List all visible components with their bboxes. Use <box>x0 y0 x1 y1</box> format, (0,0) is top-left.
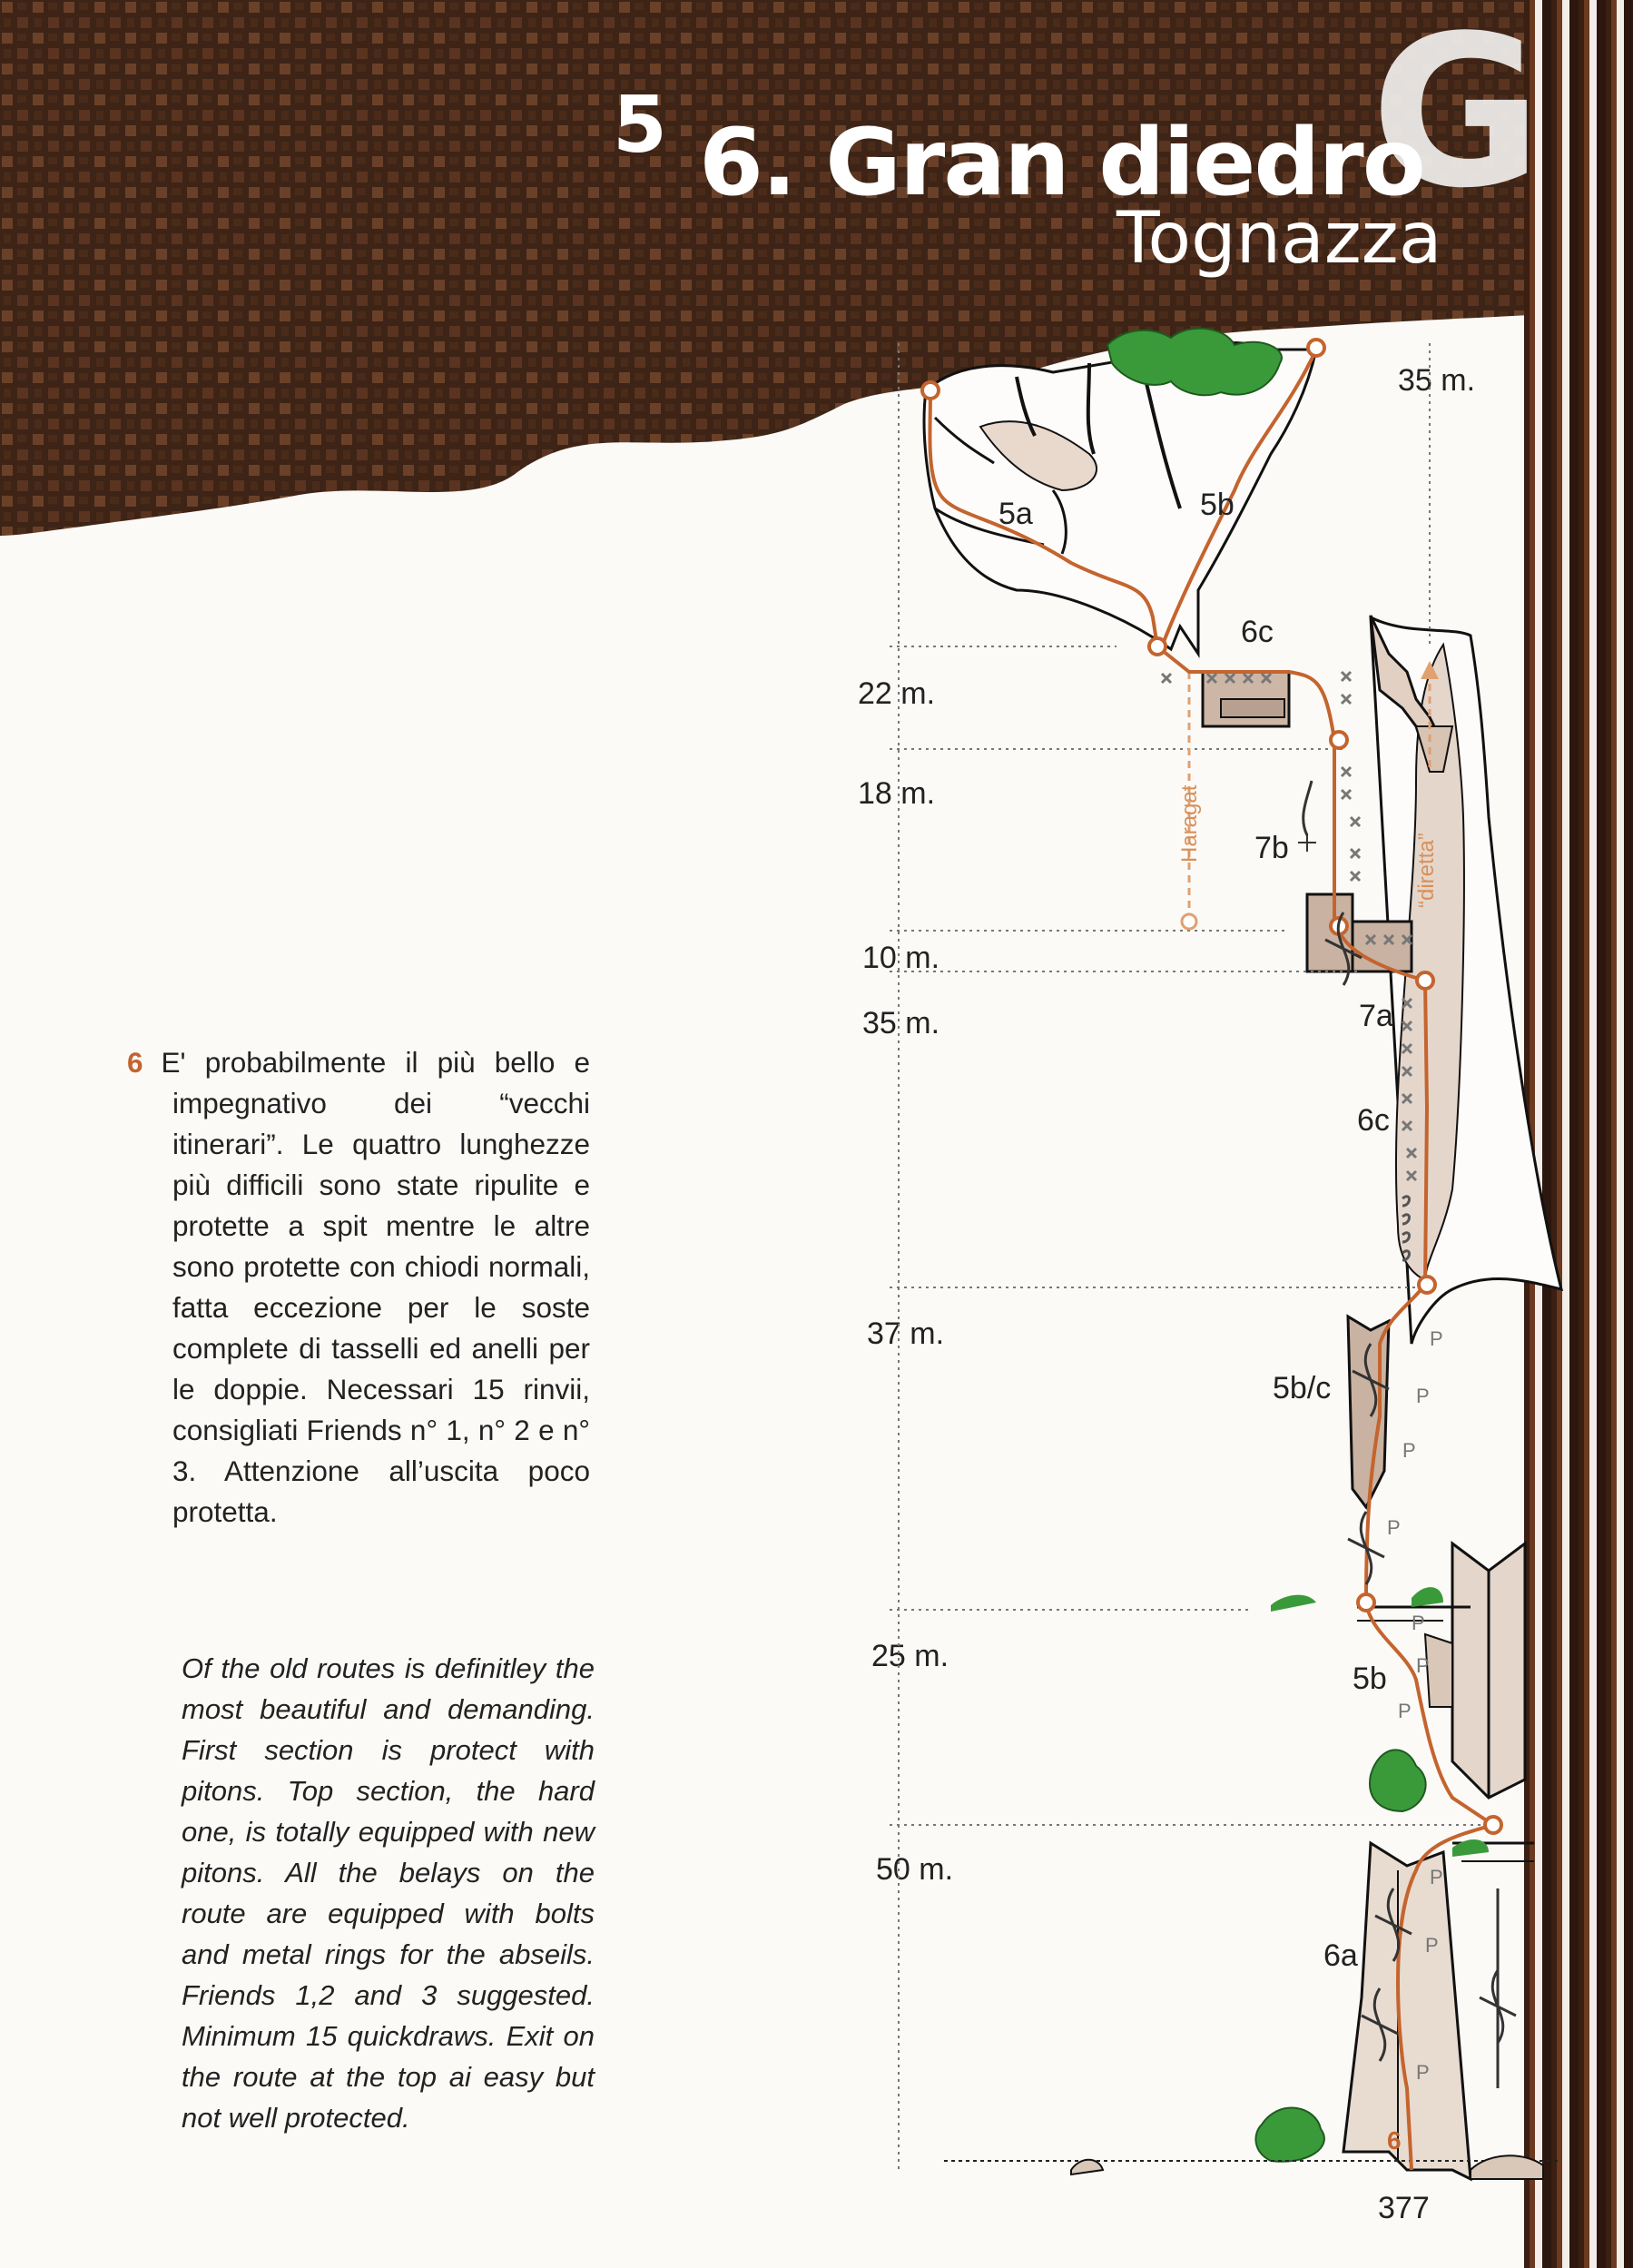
route-start-number: 6 <box>1387 2126 1402 2155</box>
route-ref-number: 6 <box>127 1046 143 1079</box>
svg-text:P: P <box>1425 1934 1439 1957</box>
pitch-length-label: 50 m. <box>876 1852 954 1887</box>
pitch-length-label: 22 m. <box>858 676 936 711</box>
svg-text:P: P <box>1430 1866 1443 1888</box>
pitch-length-label: 35 m. <box>862 1006 940 1040</box>
pitch-grade-label: 5a <box>998 497 1033 531</box>
pitch-length-label: 25 m. <box>871 1639 949 1673</box>
svg-text:P: P <box>1430 1327 1443 1350</box>
pitch-grade-label: 5b/c <box>1273 1371 1332 1405</box>
svg-text:P: P <box>1387 1516 1401 1539</box>
description-english: Of the old routes is definitley the most beautiful and demanding. First section is protect with pitons. Top section, the hard one, is totally equipped with new pitons. All the belays on the route are equipped with bolts and metal rings for the abseils. Friends 1,2 and 3 suggested. Minimum 15 quickdraws. Exit on the route at the top ai easy but not well protected. <box>182 1652 595 2134</box>
pitch-grade-label: 6a <box>1323 1938 1358 1973</box>
svg-text:P: P <box>1416 1654 1430 1677</box>
pitch-grade-label: 5b <box>1353 1662 1387 1696</box>
svg-text:P: P <box>1402 1439 1416 1462</box>
pitch-grade-label: 6c <box>1241 615 1274 649</box>
route-number: 6. <box>699 109 795 217</box>
pitch-grade-label: 7b <box>1254 831 1289 865</box>
pitch-grade-label: 6c <box>1357 1103 1390 1138</box>
pitch-length-label: 37 m. <box>867 1316 945 1351</box>
pitch-grade-label: 5b <box>1200 488 1235 522</box>
route-title: Gran diedro <box>825 109 1424 217</box>
svg-text:P: P <box>1412 1612 1425 1634</box>
svg-text:P: P <box>1416 1385 1430 1407</box>
pitch-length-label: 10 m. <box>862 941 940 975</box>
pitch-length-label: 35 m. <box>1398 363 1476 398</box>
pitch-length-label: 18 m. <box>858 776 936 811</box>
svg-text:P: P <box>1398 1700 1412 1722</box>
page-subtitle: Tognazza <box>1117 198 1442 280</box>
description-italian <box>127 1042 590 1533</box>
page-number: 377 <box>1378 2191 1430 2225</box>
section-letter: G <box>1371 0 1542 234</box>
pitch-grade-label: 7a <box>1359 999 1393 1033</box>
variant-label-haragat: Haragat <box>1177 784 1202 863</box>
description-italian-text: E' probabilmente il più bello e impegnativo dei “vecchi itinerari”. Le quattro lunghezze più difficili sono state ripulite e protette a spit mentre le altre sono protette con chiodi normali, fatta eccezione per le soste complete di tasselli ed anelli per le doppie. Necessari 15 rinvii, consigliati Friends n° 1, n° 2 e n° 3. Attenzione all’uscita poco protetta. <box>161 1046 590 1528</box>
page-prefix: 5 <box>613 80 665 171</box>
svg-text:P: P <box>1416 2061 1430 2084</box>
variant-label-diretta: “diretta” <box>1414 833 1439 908</box>
